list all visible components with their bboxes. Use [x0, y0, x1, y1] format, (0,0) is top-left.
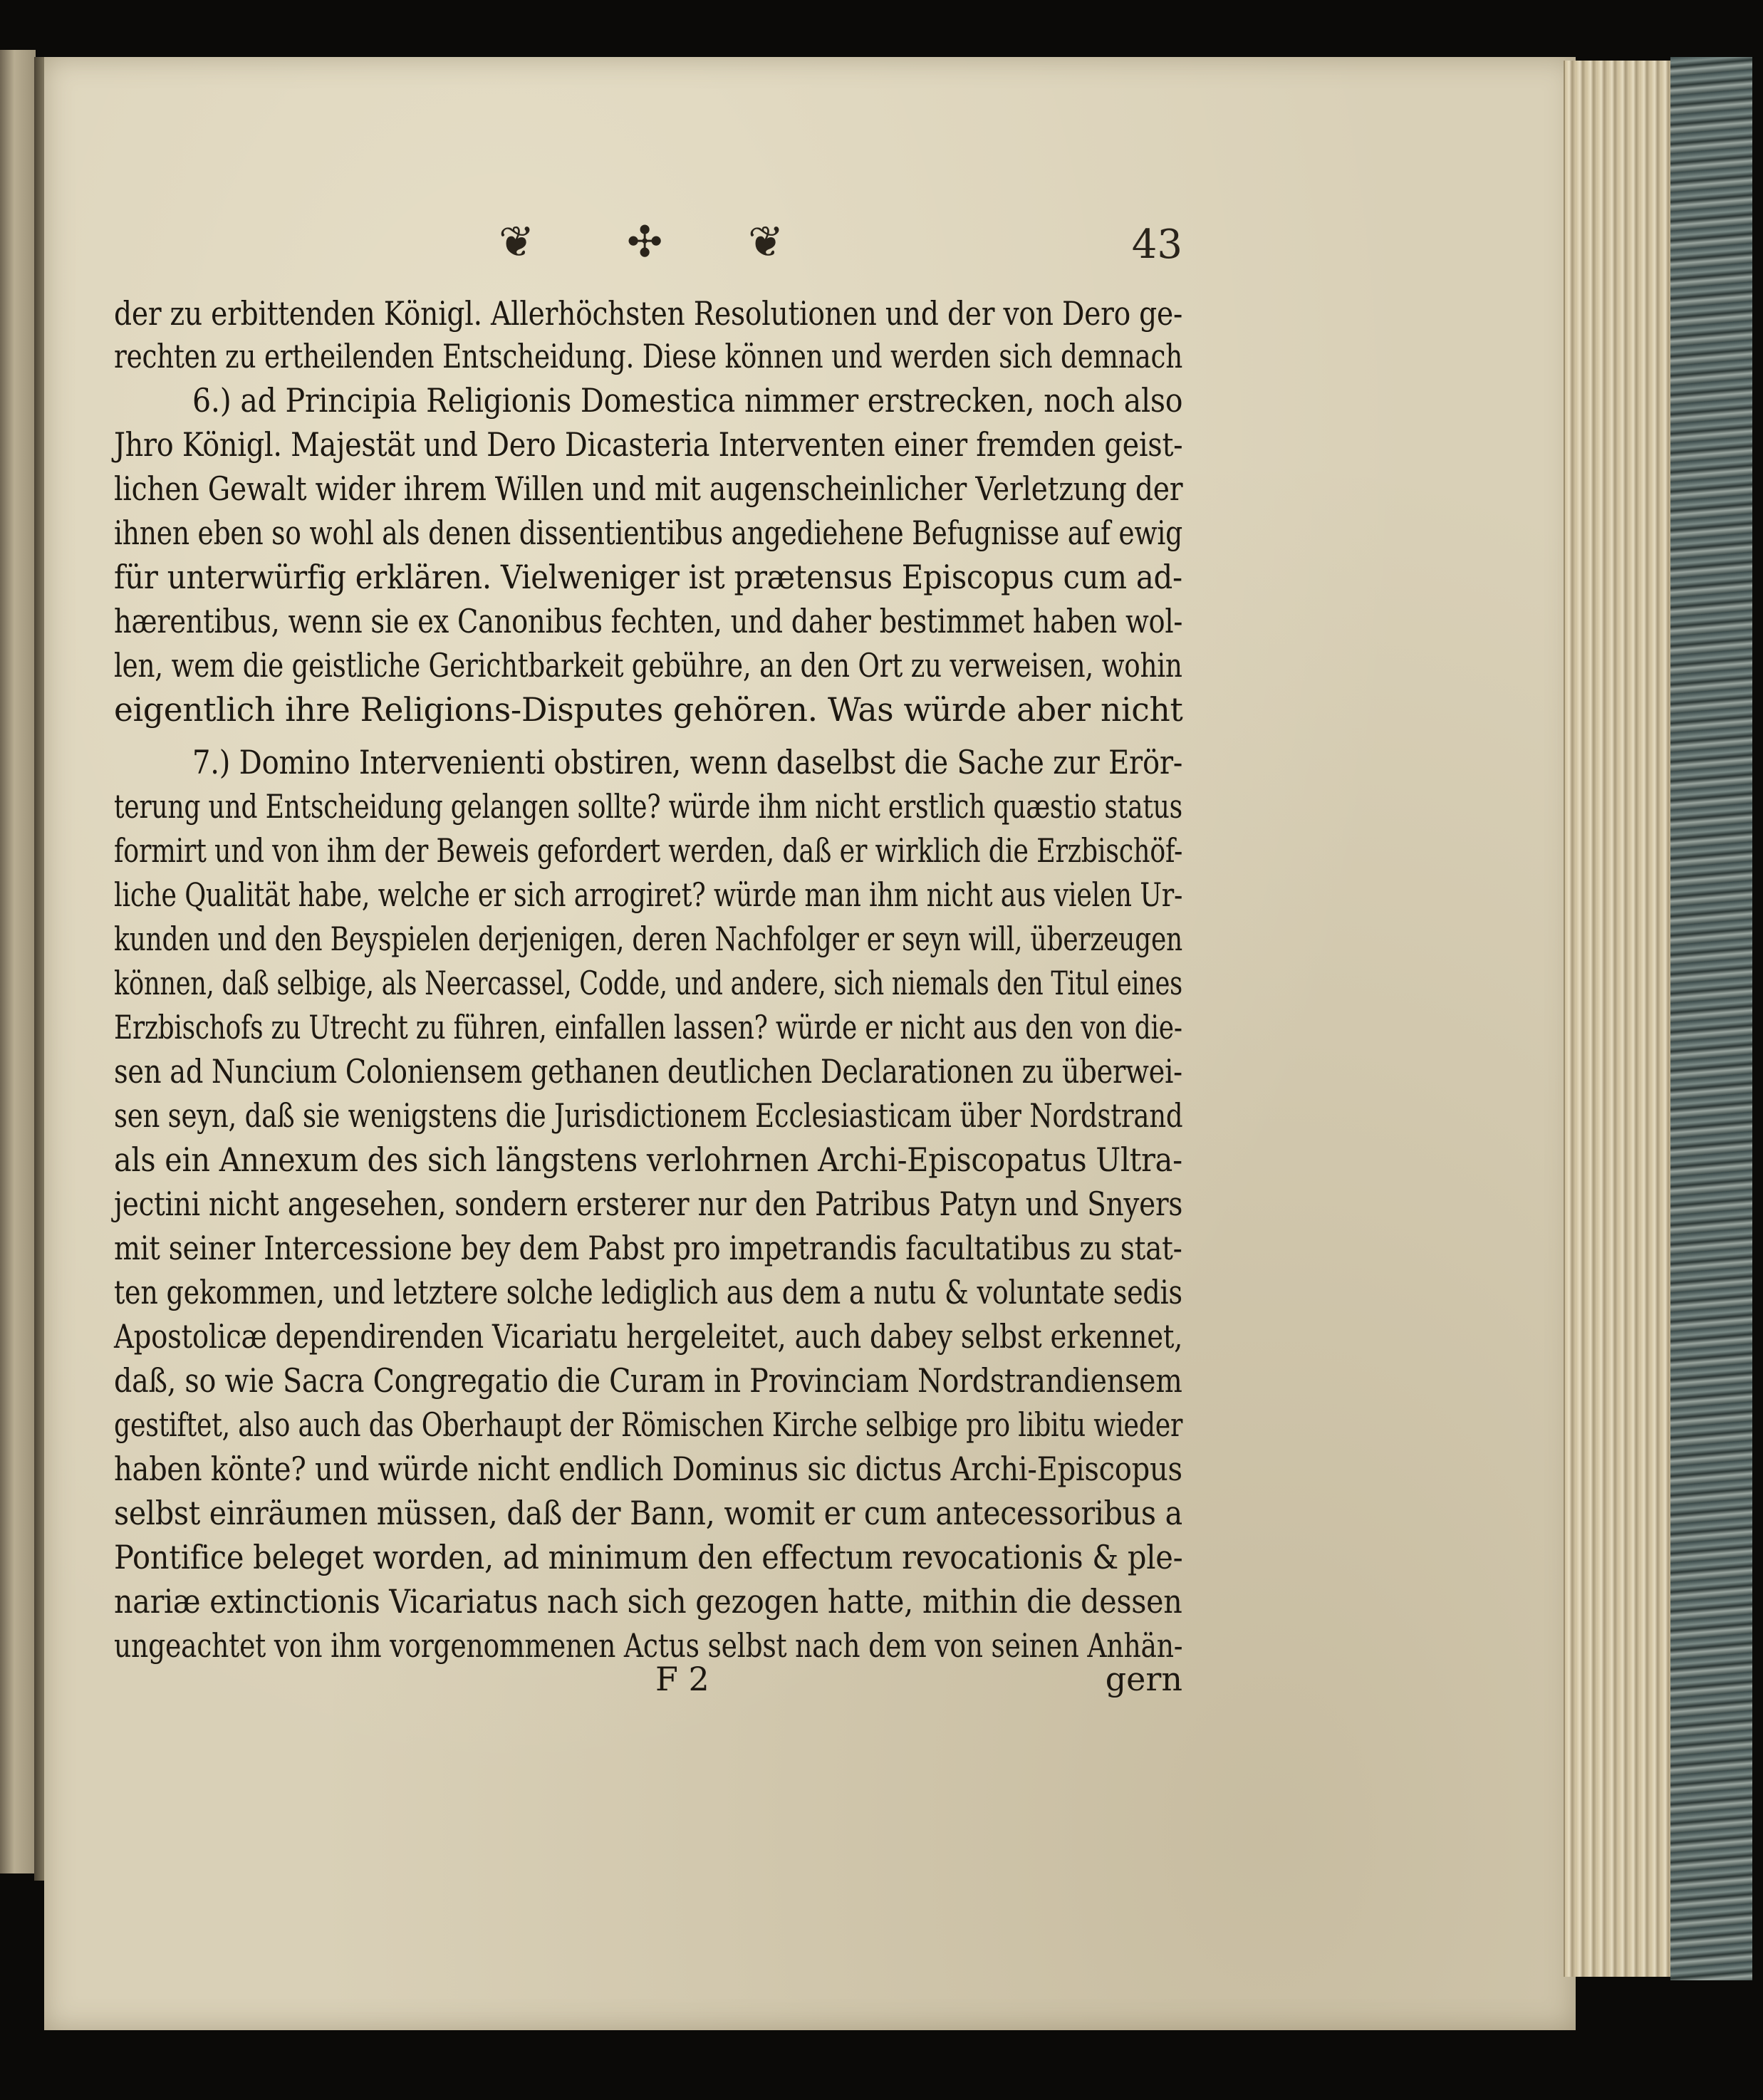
text-line: lichen Gewalt wider ihrem Willen und mit augenscheinlicher Verletzung der [114, 469, 1183, 508]
text-line: können, daß selbige, als Neercassel, Codde, und andere, sich niemals den Titul eines [114, 964, 1182, 1002]
text-line: Apostolicæ dependirenden Vicariatu hergeleitet, auch dabey selbst erkennet, [114, 1317, 1183, 1356]
text-line: haben könte? und würde nicht endlich Dominus sic dictus Archi-Episcopus [114, 1450, 1182, 1488]
shell-ornament-icon: ❦ [748, 217, 784, 267]
text-line: hærentibus, wenn sie ex Canonibus fechten, und daher bestimmet haben wol- [114, 602, 1183, 640]
text-line: 6.) ad Principia Religionis Domestica nimmer erstrecken, noch also [192, 381, 1183, 420]
text-line: daß, so wie Sacra Congregatio die Curam in Provinciam Nordstrandiensem [114, 1361, 1182, 1400]
text-line: 7.) Domino Intervenienti obstiren, wenn daselbst die Sache zur Erör- [192, 743, 1183, 781]
text-line: gestiftet, also auch das Oberhaupt der Römischen Kirche selbige pro libitu wieder [114, 1405, 1183, 1444]
signature-mark: F 2 [655, 1660, 709, 1698]
catchword: gern [1105, 1660, 1182, 1698]
text-line: ihnen eben so wohl als denen dissentientibus angediehene Befugnisse auf ewig [114, 514, 1183, 552]
text-line: kunden und den Beyspielen derjenigen, deren Nachfolger er seyn will, überzeugen [114, 920, 1183, 958]
text-line: mit seiner Intercessione bey dem Pabst pro impetrandis facultatibus zu stat- [114, 1229, 1182, 1267]
page-stack-edge [1564, 61, 1679, 1977]
text-line: Jhro Königl. Majestät und Dero Dicasteria Interventen einer fremden geist- [114, 425, 1183, 464]
text-line: rechten zu ertheilenden Entscheidung. Diese können und werden sich demnach [114, 337, 1183, 375]
text-line: sen ad Nuncium Coloniensem gethanen deutlichen Declarationen zu überwei- [114, 1052, 1182, 1091]
text-line: jectini nicht angesehen, sondern ersterer nur den Patribus Patyn und Snyers [114, 1185, 1183, 1223]
previous-page-edge [0, 50, 36, 1873]
text-line: eigentlich ihre Religions-Disputes gehören. Was würde aber nicht [114, 690, 1183, 729]
fleuron-ornament-icon: ✣ [627, 217, 663, 267]
text-line: als ein Annexum des sich längstens verlohrnen Archi-Episcopatus Ultra- [114, 1140, 1182, 1179]
marbled-cover [1670, 57, 1752, 1980]
text-line: Erzbischofs zu Utrecht zu führen, einfallen lassen? würde er nicht aus den von die- [114, 1008, 1182, 1046]
text-line: formirt und von ihm der Beweis gefordert werden, daß er wirklich die Erzbischöf- [114, 831, 1183, 870]
text-line: nariæ extinctionis Vicariatus nach sich gezogen hatte, mithin die dessen [114, 1582, 1182, 1621]
text-line: ten gekommen, und letztere solche lediglich aus dem a nutu & voluntate sedis [114, 1273, 1182, 1311]
text-line: der zu erbittenden Königl. Allerhöchsten Resolutionen und der von Dero ge- [114, 294, 1182, 333]
text-line: ungeachtet von ihm vorgenommenen Actus selbst nach dem von seinen Anhän- [114, 1626, 1183, 1665]
page-footer [114, 1660, 1182, 1703]
page-number: 43 [1131, 222, 1182, 268]
text-line: len, wem die geistliche Gerichtbarkeit gebühre, an den Ort zu verweisen, wohin [114, 646, 1182, 685]
text-line: sen seyn, daß sie wenigstens die Jurisdictionem Ecclesiasticam über Nordstrand [114, 1096, 1183, 1135]
text-line: terung und Entscheidung gelangen sollte? würde ihm nicht erstlich quæstio status [114, 787, 1182, 826]
text-line: für unterwürfig erklären. Vielweniger ist prætensus Episcopus cum ad- [114, 558, 1182, 596]
text-line: Pontifice beleget worden, ad minimum den effectum revocationis & ple- [114, 1538, 1183, 1576]
shell-ornament-icon: ❦ [499, 217, 535, 267]
page-header [114, 214, 1182, 271]
text-line: selbst einräumen müssen, daß der Bann, womit er cum antecessoribus a [114, 1494, 1182, 1532]
text-line: liche Qualität habe, welche er sich arrogiret? würde man ihm nicht aus vielen Ur- [114, 875, 1183, 914]
